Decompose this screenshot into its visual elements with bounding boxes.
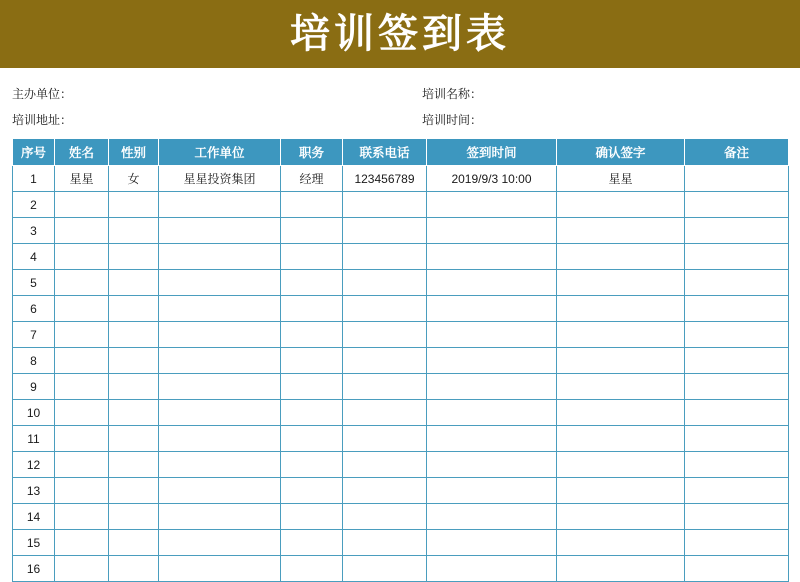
table-cell[interactable]: 123456789 <box>343 166 427 192</box>
table-cell[interactable] <box>55 556 109 582</box>
table-cell[interactable] <box>281 270 343 296</box>
table-cell[interactable] <box>109 218 159 244</box>
table-cell[interactable] <box>159 218 281 244</box>
table-cell[interactable] <box>343 244 427 270</box>
table-cell[interactable] <box>281 504 343 530</box>
meta-value-training-name[interactable] <box>486 86 788 100</box>
table-cell[interactable]: 14 <box>13 504 55 530</box>
table-cell[interactable] <box>557 530 685 556</box>
table-cell[interactable]: 2 <box>13 192 55 218</box>
table-cell[interactable] <box>557 400 685 426</box>
table-row <box>13 166 789 192</box>
table-cell[interactable] <box>557 452 685 478</box>
table-cell[interactable]: 6 <box>13 296 55 322</box>
table-row <box>13 478 789 504</box>
table-cell[interactable]: 2019/9/3 10:00 <box>427 166 557 192</box>
title-banner <box>0 0 800 68</box>
table-cell[interactable] <box>159 426 281 452</box>
table-row <box>13 348 789 374</box>
table-row <box>13 530 789 556</box>
table-cell[interactable]: 3 <box>13 218 55 244</box>
table-cell[interactable] <box>427 452 557 478</box>
table-cell[interactable] <box>343 374 427 400</box>
table-cell[interactable] <box>427 530 557 556</box>
table-cell[interactable] <box>159 504 281 530</box>
table-cell[interactable] <box>427 504 557 530</box>
table-cell[interactable] <box>343 270 427 296</box>
table-cell[interactable] <box>55 426 109 452</box>
table-cell[interactable] <box>343 426 427 452</box>
table-cell[interactable] <box>685 296 789 322</box>
column-header-gender: 性别 <box>109 139 159 166</box>
table-cell[interactable]: 4 <box>13 244 55 270</box>
table-cell[interactable]: 星星 <box>557 166 685 192</box>
table-cell[interactable] <box>109 244 159 270</box>
table-cell[interactable] <box>281 218 343 244</box>
table-cell[interactable] <box>557 270 685 296</box>
table-cell[interactable] <box>685 530 789 556</box>
table-cell[interactable]: 5 <box>13 270 55 296</box>
table-cell[interactable] <box>281 400 343 426</box>
table-cell[interactable] <box>557 478 685 504</box>
table-cell[interactable] <box>427 192 557 218</box>
table-row <box>13 296 789 322</box>
table-cell[interactable] <box>685 452 789 478</box>
table-cell[interactable] <box>109 192 159 218</box>
table-cell[interactable] <box>685 426 789 452</box>
table-cell[interactable] <box>685 556 789 582</box>
meta-field-organizer <box>12 85 422 102</box>
table-cell[interactable] <box>343 348 427 374</box>
table-cell[interactable] <box>557 348 685 374</box>
table-cell[interactable]: 8 <box>13 348 55 374</box>
table-cell[interactable] <box>343 296 427 322</box>
table-cell[interactable] <box>343 452 427 478</box>
column-header-no: 序号 <box>13 139 55 166</box>
table-row <box>13 452 789 478</box>
table-cell[interactable] <box>55 244 109 270</box>
table-cell[interactable] <box>281 348 343 374</box>
table-cell[interactable] <box>281 426 343 452</box>
table-cell[interactable]: 7 <box>13 322 55 348</box>
table-cell[interactable]: 女 <box>109 166 159 192</box>
meta-value-organizer[interactable] <box>76 86 422 100</box>
table-cell[interactable] <box>557 426 685 452</box>
table-cell[interactable] <box>685 400 789 426</box>
table-row <box>13 218 789 244</box>
table-cell[interactable] <box>557 296 685 322</box>
table-cell[interactable] <box>55 192 109 218</box>
table-cell[interactable] <box>343 504 427 530</box>
table-cell[interactable] <box>55 348 109 374</box>
table-cell[interactable] <box>343 218 427 244</box>
table-cell[interactable] <box>427 270 557 296</box>
table-cell[interactable] <box>343 530 427 556</box>
table-header-row <box>13 139 789 166</box>
meta-label-time: 培训时间： <box>422 112 483 127</box>
table-cell[interactable] <box>109 556 159 582</box>
table-cell[interactable] <box>427 478 557 504</box>
table-cell[interactable] <box>343 478 427 504</box>
column-header-organization: 工作单位 <box>159 139 281 166</box>
table-cell[interactable] <box>109 504 159 530</box>
table-cell[interactable] <box>109 348 159 374</box>
table-cell[interactable] <box>109 374 159 400</box>
meta-label-training-name: 培训名称： <box>422 86 483 101</box>
signin-table <box>12 138 789 582</box>
meta-label-address: 培训地址： <box>12 112 73 127</box>
table-cell[interactable] <box>281 530 343 556</box>
table-cell[interactable] <box>55 530 109 556</box>
table-cell[interactable] <box>55 504 109 530</box>
column-header-note: 备注 <box>685 139 789 166</box>
table-cell[interactable] <box>685 478 789 504</box>
table-cell[interactable] <box>109 452 159 478</box>
table-cell[interactable] <box>557 322 685 348</box>
signin-table-wrapper <box>0 138 800 582</box>
table-cell[interactable] <box>159 530 281 556</box>
meta-value-time[interactable] <box>486 112 788 126</box>
table-cell[interactable] <box>427 400 557 426</box>
table-cell[interactable] <box>281 322 343 348</box>
table-cell[interactable]: 12 <box>13 452 55 478</box>
table-cell[interactable] <box>159 244 281 270</box>
page-title: 培训签到表 <box>290 11 510 57</box>
table-cell[interactable] <box>685 504 789 530</box>
table-cell[interactable]: 13 <box>13 478 55 504</box>
table-cell[interactable] <box>427 296 557 322</box>
column-header-signin-time: 签到时间 <box>427 139 557 166</box>
meta-field-training-name <box>422 85 788 102</box>
meta-row-2 <box>12 106 788 132</box>
table-cell[interactable] <box>159 348 281 374</box>
table-cell[interactable]: 1 <box>13 166 55 192</box>
table-cell[interactable]: 16 <box>13 556 55 582</box>
table-cell[interactable] <box>159 270 281 296</box>
table-cell[interactable] <box>685 374 789 400</box>
table-cell[interactable]: 11 <box>13 426 55 452</box>
table-cell[interactable] <box>557 556 685 582</box>
meta-value-address[interactable] <box>76 112 422 126</box>
table-cell[interactable] <box>427 374 557 400</box>
table-cell[interactable] <box>55 400 109 426</box>
meta-field-address <box>12 111 422 128</box>
column-header-name: 姓名 <box>55 139 109 166</box>
table-cell[interactable] <box>159 556 281 582</box>
table-cell[interactable] <box>159 374 281 400</box>
table-cell[interactable] <box>55 270 109 296</box>
table-row <box>13 400 789 426</box>
table-cell[interactable]: 经理 <box>281 166 343 192</box>
meta-label-organizer: 主办单位： <box>12 86 73 101</box>
table-cell[interactable] <box>159 452 281 478</box>
table-cell[interactable] <box>685 348 789 374</box>
table-row <box>13 270 789 296</box>
table-cell[interactable] <box>281 296 343 322</box>
table-row <box>13 244 789 270</box>
table-cell[interactable] <box>159 192 281 218</box>
table-cell[interactable] <box>685 192 789 218</box>
table-cell[interactable] <box>557 244 685 270</box>
table-cell[interactable]: 星星投资集团 <box>159 166 281 192</box>
table-cell[interactable] <box>685 218 789 244</box>
table-cell[interactable] <box>281 192 343 218</box>
table-row <box>13 322 789 348</box>
meta-row-1 <box>12 80 788 106</box>
table-cell[interactable] <box>55 296 109 322</box>
table-cell[interactable] <box>281 556 343 582</box>
table-cell[interactable] <box>55 218 109 244</box>
table-row <box>13 192 789 218</box>
table-cell[interactable] <box>685 166 789 192</box>
table-cell[interactable] <box>557 374 685 400</box>
table-cell[interactable] <box>55 478 109 504</box>
table-cell[interactable] <box>109 478 159 504</box>
table-cell[interactable] <box>55 374 109 400</box>
table-cell[interactable] <box>557 192 685 218</box>
table-cell[interactable] <box>343 400 427 426</box>
table-cell[interactable] <box>281 374 343 400</box>
table-cell[interactable] <box>109 270 159 296</box>
table-cell[interactable] <box>343 322 427 348</box>
table-cell[interactable] <box>427 244 557 270</box>
table-cell[interactable]: 星星 <box>55 166 109 192</box>
table-row <box>13 556 789 582</box>
column-header-position: 职务 <box>281 139 343 166</box>
table-cell[interactable] <box>159 478 281 504</box>
column-header-signature: 确认签字 <box>557 139 685 166</box>
table-cell[interactable] <box>427 426 557 452</box>
table-cell[interactable] <box>159 322 281 348</box>
table-cell[interactable] <box>159 296 281 322</box>
table-cell[interactable] <box>557 218 685 244</box>
table-cell[interactable]: 9 <box>13 374 55 400</box>
table-cell[interactable] <box>427 348 557 374</box>
table-cell[interactable] <box>55 322 109 348</box>
table-cell[interactable] <box>685 322 789 348</box>
meta-field-time <box>422 111 788 128</box>
table-cell[interactable] <box>109 296 159 322</box>
table-cell[interactable]: 15 <box>13 530 55 556</box>
table-cell[interactable] <box>109 426 159 452</box>
table-row <box>13 504 789 530</box>
table-cell[interactable] <box>281 478 343 504</box>
table-cell[interactable] <box>55 452 109 478</box>
column-header-phone: 联系电话 <box>343 139 427 166</box>
table-cell[interactable] <box>343 556 427 582</box>
table-cell[interactable] <box>685 270 789 296</box>
table-row <box>13 426 789 452</box>
table-cell[interactable] <box>281 452 343 478</box>
table-cell[interactable] <box>109 322 159 348</box>
table-cell[interactable]: 10 <box>13 400 55 426</box>
table-cell[interactable] <box>159 400 281 426</box>
table-cell[interactable] <box>427 322 557 348</box>
table-cell[interactable] <box>427 556 557 582</box>
table-cell[interactable] <box>281 244 343 270</box>
table-cell[interactable] <box>109 400 159 426</box>
table-cell[interactable] <box>343 192 427 218</box>
table-cell[interactable] <box>109 530 159 556</box>
table-cell[interactable] <box>427 218 557 244</box>
table-cell[interactable] <box>685 244 789 270</box>
table-cell[interactable] <box>557 504 685 530</box>
table-row <box>13 374 789 400</box>
meta-section <box>0 68 800 138</box>
table-body <box>13 166 789 582</box>
